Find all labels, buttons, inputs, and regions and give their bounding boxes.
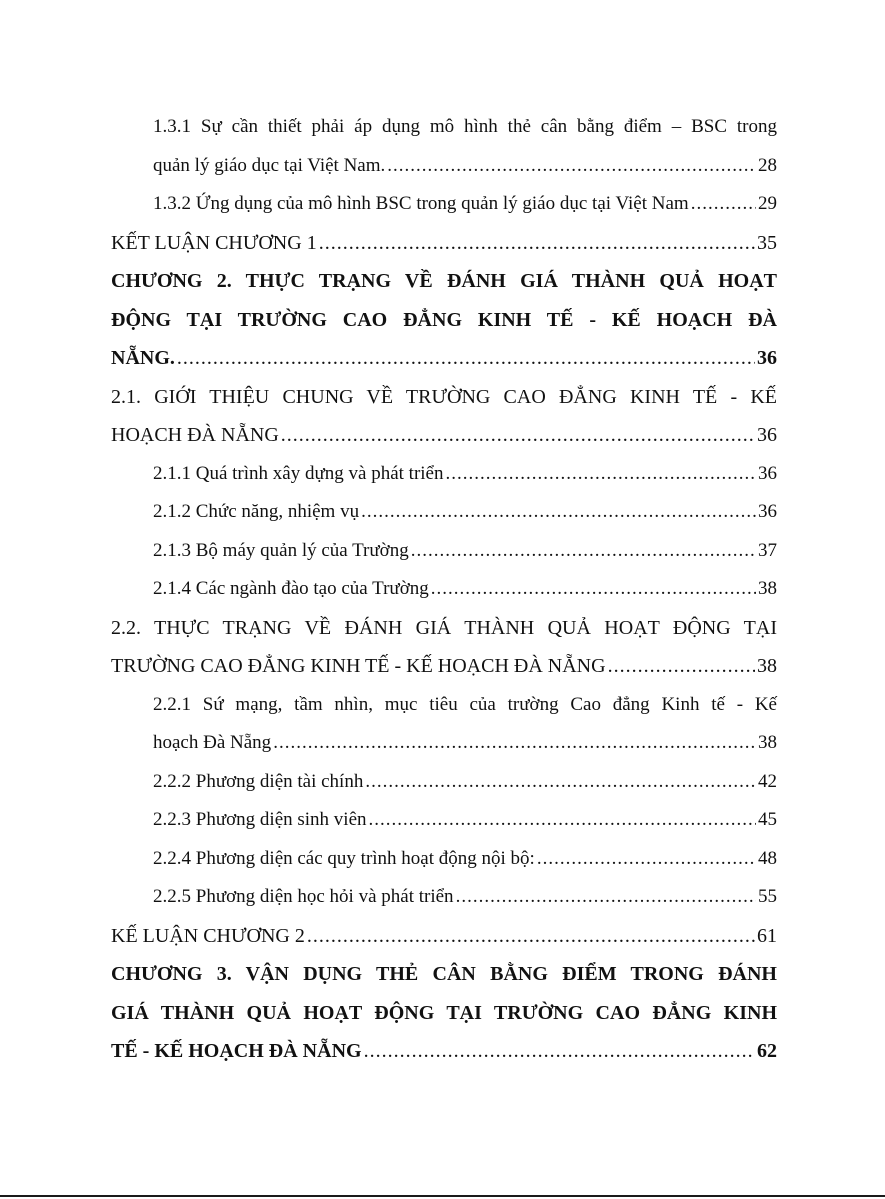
toc-entry-line: 2.2. THỰC TRẠNG VỀ ĐÁNH GIÁ THÀNH QUẢ HOẠT ĐỘNG TẠI (111, 616, 777, 639)
toc-entry-leader-line (153, 532, 777, 571)
toc-page-number: 61 (757, 924, 777, 947)
toc-entry-leader-line (111, 917, 777, 956)
toc-page-number: 42 (758, 770, 777, 792)
toc-entry-line: CHƯƠNG 3. VẬN DỤNG THẺ CÂN BẰNG ĐIỂM TRONG ĐÁNH (111, 963, 777, 985)
dot-leader (273, 724, 756, 763)
toc-entry-title: 2.1.2 Chức năng, nhiệm vụ (153, 501, 360, 522)
toc-page-number: 48 (758, 847, 777, 869)
toc-entry-leader-line (153, 840, 777, 879)
toc-entry[interactable] (111, 185, 777, 224)
toc-entry-title: 2.2.2 Phương diện tài chính (153, 770, 364, 792)
toc-entry[interactable] (111, 262, 777, 378)
toc-entry-leader-line (111, 224, 777, 263)
dot-leader (537, 840, 756, 879)
toc-entry-title: HOẠCH ĐÀ NẴNG (111, 424, 279, 446)
toc-entry[interactable] (111, 532, 777, 571)
toc-entry-line: 1.3.1 Sự cần thiết phải áp dụng mô hình thẻ cân bằng điểm – BSC trong (153, 116, 777, 137)
toc-entry-leader-line (153, 147, 777, 186)
toc-page-number: 35 (757, 231, 777, 254)
toc-entry[interactable] (111, 378, 777, 455)
dot-leader (365, 763, 756, 802)
toc-entry-title: 2.1.4 Các ngành đào tạo của Trường (153, 578, 429, 599)
toc-entry[interactable] (111, 917, 777, 956)
toc-entry-title: 2.1.3 Bộ máy quản lý của Trường (153, 539, 409, 561)
toc-page-number: 38 (758, 732, 777, 753)
dot-leader (456, 878, 756, 917)
toc-entry-leader-line (153, 185, 777, 224)
toc-entry-title: 2.2.3 Phương diện sinh viên (153, 809, 367, 830)
dot-leader (431, 570, 756, 609)
dot-leader (319, 224, 755, 263)
toc-entry[interactable] (111, 955, 777, 1071)
toc-entry[interactable] (111, 455, 777, 494)
toc-entry-title: quản lý giáo dục tại Việt Nam. (153, 154, 386, 176)
toc-entry[interactable] (111, 609, 777, 686)
toc-page-number: 45 (758, 809, 777, 830)
toc-entry-leader-line (153, 493, 777, 532)
dot-leader (387, 147, 756, 186)
toc-entry-title: 1.3.2 Ứng dụng của mô hình BSC trong quản lý giáo dục tại Việt Nam (153, 193, 689, 214)
toc-entry-leader-line (153, 801, 777, 840)
toc-entry-leader-line (153, 878, 777, 917)
dot-leader (411, 532, 756, 571)
toc-entry[interactable] (111, 686, 777, 763)
toc-entry[interactable] (111, 108, 777, 185)
toc-page-number: 36 (757, 347, 777, 369)
toc-entry-line: ĐỘNG TẠI TRƯỜNG CAO ĐẲNG KINH TẾ - KẾ HOẠCH ĐÀ (111, 308, 777, 331)
toc-page-number: 36 (758, 462, 777, 484)
toc-page-number: 36 (757, 424, 777, 446)
toc-page-number: 36 (758, 501, 777, 522)
toc-page-number: 55 (758, 886, 777, 907)
toc-entry[interactable] (111, 878, 777, 917)
toc-entry-title: hoạch Đà Nẵng (153, 732, 272, 753)
toc-page-number: 38 (758, 578, 777, 599)
toc-entry-leader-line (153, 455, 777, 494)
toc-page-number: 38 (757, 655, 777, 677)
toc-entry-leader-line (111, 1032, 777, 1071)
toc-entry[interactable] (111, 801, 777, 840)
dot-leader (369, 801, 756, 840)
dot-leader (445, 455, 756, 494)
toc-entry[interactable] (111, 493, 777, 532)
toc-entry-line: 2.2.1 Sứ mạng, tầm nhìn, mục tiêu của trường Cao đẳng Kinh tế - Kế (153, 693, 777, 715)
dot-leader (307, 917, 755, 956)
toc-entry-title: NẴNG. (111, 347, 175, 369)
toc-page-number: 62 (757, 1040, 777, 1062)
dot-leader (361, 493, 756, 532)
dot-leader (608, 647, 755, 686)
toc-entry-title: 2.2.4 Phương diện các quy trình hoạt động nội bộ: (153, 847, 535, 869)
toc-entry-leader-line (153, 724, 777, 763)
toc-page-number: 28 (758, 154, 777, 176)
dot-leader (364, 1032, 755, 1071)
toc-entry-title: KẾT LUẬN CHƯƠNG 1 (111, 231, 317, 254)
toc-entry-leader-line (153, 570, 777, 609)
toc-entry[interactable] (111, 570, 777, 609)
toc-entry-leader-line (111, 647, 777, 686)
toc-entry-title: TẾ - KẾ HOẠCH ĐÀ NẴNG (111, 1040, 362, 1062)
toc-entry-line: GIÁ THÀNH QUẢ HOẠT ĐỘNG TẠI TRƯỜNG CAO ĐẲNG KINH (111, 1001, 777, 1024)
toc-entry-leader-line (111, 339, 777, 378)
dot-leader (281, 416, 755, 455)
toc-entry-title: TRƯỜNG CAO ĐẲNG KINH TẾ - KẾ HOẠCH ĐÀ NẴNG (111, 655, 606, 677)
dot-leader (691, 185, 756, 224)
toc-page-number: 37 (758, 539, 777, 561)
toc-entry[interactable] (111, 224, 777, 263)
toc-entry-leader-line (111, 416, 777, 455)
page-bottom-rule (0, 1195, 885, 1197)
toc-entry-title: KẾ LUẬN CHƯƠNG 2 (111, 924, 305, 947)
toc-entry-line: CHƯƠNG 2. THỰC TRẠNG VỀ ĐÁNH GIÁ THÀNH QUẢ HOẠT (111, 270, 777, 292)
toc-entry-leader-line (153, 763, 777, 802)
toc-entry[interactable] (111, 840, 777, 879)
toc-entry-title: 2.1.1 Quá trình xây dựng và phát triển (153, 462, 444, 484)
toc-entry-title: 2.2.5 Phương diện học hỏi và phát triển (153, 886, 454, 907)
toc-entry-line: 2.1. GIỚI THIỆU CHUNG VỀ TRƯỜNG CAO ĐẲNG KINH TẾ - KẾ (111, 385, 777, 408)
dot-leader (177, 339, 755, 378)
table-of-contents (111, 108, 777, 1071)
toc-page-number: 29 (758, 193, 777, 214)
toc-entry[interactable] (111, 763, 777, 802)
